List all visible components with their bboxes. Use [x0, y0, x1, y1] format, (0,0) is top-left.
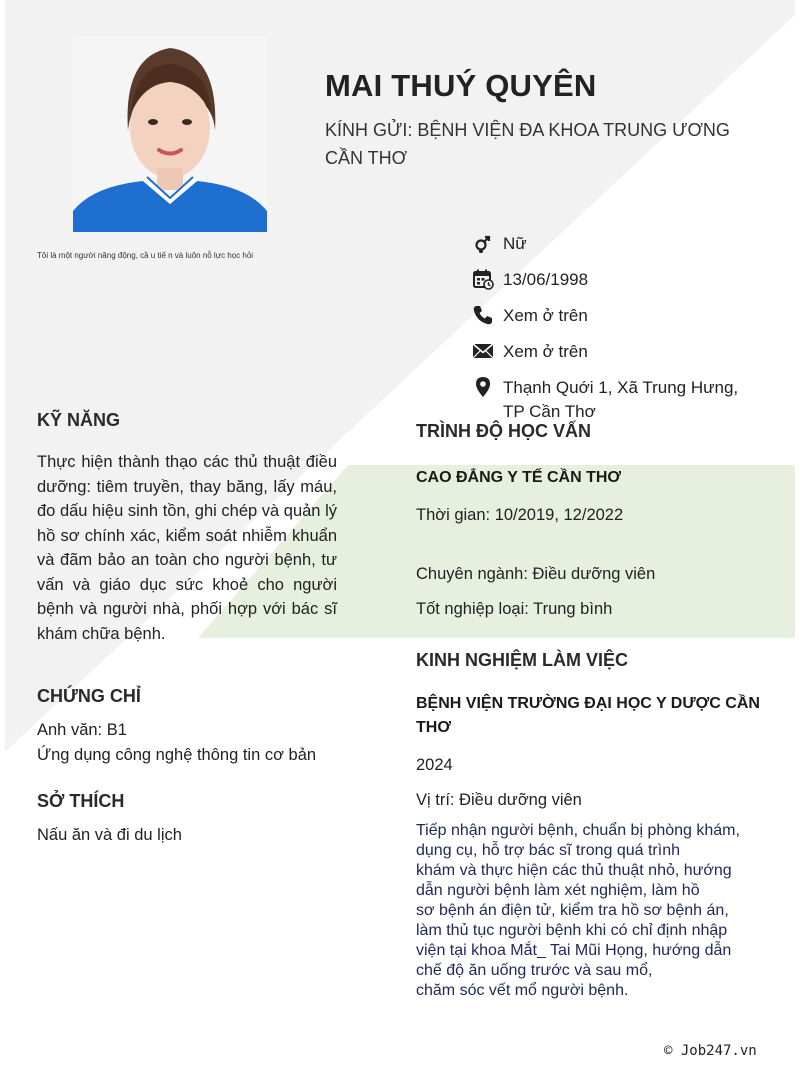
calendar-icon	[472, 268, 494, 290]
contact-email	[472, 340, 762, 364]
description-line: làm thủ tục người bệnh khi có chỉ định nhập	[416, 922, 728, 939]
education-school: CAO ĐẲNG Y TẾ CẦN THƠ	[416, 469, 622, 486]
gender-value: Nữ	[503, 234, 527, 253]
candidate-name: MAI THUÝ QUYÊN	[325, 68, 597, 103]
address-line-1: Thạnh Quới 1, Xã Trung Hưng,	[503, 378, 739, 397]
phone-value: Xem ở trên	[503, 306, 588, 325]
description-line: sơ bệnh án điện tử, kiểm tra hồ sơ bệnh án,	[416, 902, 729, 919]
description-line: dẫn người bệnh làm xét nghiệm, làm hồ	[416, 882, 700, 899]
profile-tagline: Tôi là một người năng động, cầ u tiế n và luôn nỗ lực học hỏi	[37, 251, 254, 260]
certificate-item: Ứng dụng công nghệ thông tin cơ bản	[37, 745, 317, 764]
addressee-line: KÍNH GỬI: BỆNH VIỆN ĐA KHOA TRUNG ƯƠNG CẦN THƠ	[325, 120, 730, 168]
email-value: Xem ở trên	[503, 342, 588, 361]
education-heading: TRÌNH ĐỘ HỌC VẤN	[416, 421, 591, 441]
description-line: viện tại khoa Mắt_ Tai Mũi Họng, hướng dẫn	[416, 942, 732, 959]
education-grade: Tốt nghiệp loại: Trung bình	[416, 600, 613, 618]
profile-photo	[73, 36, 267, 232]
birthdate-value: 13/06/1998	[503, 270, 589, 289]
hobbies-text: Nấu ăn và đi du lịch	[37, 826, 182, 844]
skills-text: Thực hiện thành thạo các thủ thuật điều dưỡng: tiêm truyền, thay băng, lấy máu, đo dấu hiệu sinh tồn, ghi chép và quản lý hồ sơ chính xác, kiểm soát nhiễm khuẩn và đãm bảo an toàn cho người bệnh, tư vấn và giáo dục sức khoẻ cho người bệnh và người nhà, phối hợp với bác sĩ khám chữa bệnh.	[37, 453, 337, 643]
location-icon	[472, 376, 494, 398]
address-line-2: TP Cần Thơ	[503, 402, 596, 421]
experience-description	[416, 821, 766, 1001]
education-time: Thời gian: 10/2019, 12/2022	[416, 506, 624, 524]
certificates-list	[37, 718, 367, 767]
description-line: chế độ ăn uống trước và sau mổ,	[416, 962, 653, 979]
experience-company: BỆNH VIỆN TRƯỜNG ĐẠI HỌC Y DƯỢC CẦN THƠ	[416, 695, 760, 736]
description-line: Tiếp nhận người bệnh, chuẩn bị phòng khám,	[416, 822, 740, 839]
contact-birthdate	[472, 268, 762, 292]
certificate-item: Anh văn: B1	[37, 721, 127, 739]
certificates-heading: CHỨNG CHỈ	[37, 686, 141, 706]
description-line: dụng cụ, hỗ trợ bác sĩ trong quá trình	[416, 842, 680, 859]
skills-heading: KỸ NĂNG	[37, 410, 121, 430]
hobbies-heading: SỞ THÍCH	[37, 791, 125, 811]
description-line: khám và thực hiện các thủ thuật nhỏ, hướng	[416, 862, 732, 879]
contact-phone	[472, 304, 762, 328]
experience-position: Vị trí: Điều dưỡng viên	[416, 791, 582, 809]
education-major: Chuyên ngành: Điều dưỡng viên	[416, 565, 656, 583]
contact-gender	[472, 232, 762, 256]
contact-info	[472, 232, 762, 436]
phone-icon	[472, 304, 494, 326]
gender-icon	[472, 232, 494, 254]
contact-address	[472, 376, 762, 424]
experience-year: 2024	[416, 756, 453, 774]
description-line: chăm sóc vết mổ người bệnh.	[416, 982, 629, 999]
email-icon	[472, 340, 494, 362]
experience-heading: KINH NGHIỆM LÀM VIỆC	[416, 650, 629, 670]
address-value	[503, 376, 738, 424]
footer-credit[interactable]: © Job247.vn	[664, 1043, 757, 1059]
